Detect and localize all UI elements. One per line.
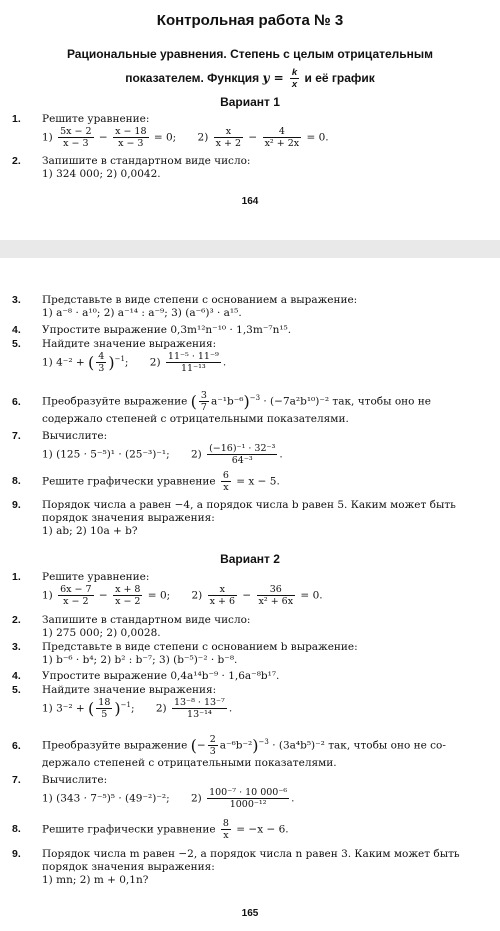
v2-task-5: 5. Найдите значение выражения: 1) 3⁻² + ( $\frac{18}{5}$ )$^{-1}$; 2) $\frac{\text{13⁻⁸ · 13⁻⁷}}{\text{13⁻¹⁴}}$ .: [12, 684, 233, 720]
v2-task-7: 7. Вычислите: 1) (343 · 7⁻⁵)⁵ · (49⁻²)⁻²; 2) $\frac{\text{100⁻⁷ · 10 000⁻⁶}}{\text{1000⁻¹²}}$ .: [12, 774, 295, 810]
v2-task-8: 8. Решите графически уравнение $\frac{8}{x}$ = −x − 6.: [12, 818, 289, 841]
page-separator: [0, 240, 500, 258]
v1-task-3: 3. Представьте в виде степени с основанием a выражение: 1) a⁻⁸ · a¹⁰; 2) a⁻¹⁴ : a⁻⁹; 3) (a⁻⁶)³ · a¹⁵.: [12, 294, 358, 319]
v1-task-4: 4. Упростите выражение 0,3m¹²n⁻¹⁰ · 1,3m⁻⁷n¹⁵.: [12, 324, 292, 336]
v1-task-7: 7. Вычислите: 1) (125 · 5⁻⁵)¹ · (25⁻³)⁻¹; 2) $\frac{\text{(−16)⁻¹ · 32⁻³}}{\text{64⁻³}}$ .: [12, 430, 283, 466]
v1-task-8: 8. Решите графически уравнение $\frac{6}{x}$ = x − 5.: [12, 470, 280, 493]
v1-task-1-equations: 1) $\frac{5x - 2}{x - 3}$ − $\frac{x - 18}{x - 3}$ = 0; 2) $\frac{x}{x + 2}$ − $\frac{4}{\text{x² + 2x}}$ = 0.: [42, 126, 329, 149]
v1-task-2: 2. Запишите в стандартном виде число: 1) 324 000; 2) 0,0042.: [12, 155, 251, 180]
v1-task-5: 5. Найдите значение выражения: 1) 4⁻² + ( $\frac{4}{3}$ )$^{-1}$; 2) $\frac{\text{11⁻⁵ · 11⁻⁹}}{\text{11⁻¹³}}$ .: [12, 338, 227, 374]
page-number: 164: [241, 196, 259, 207]
v1-task-1-text: Решите уравнение:: [42, 113, 150, 125]
test-subtitle: [0, 42, 500, 90]
test-title: Контрольная работа № 3: [156, 12, 344, 29]
page-165: [0, 258, 500, 931]
v1-task-9: 9. Порядок числа a равен −4, а порядок числа b равен 5. Каким может быть порядок значения выражения: 1) ab; 2) 10a + b?: [12, 499, 456, 537]
subtitle-line-1: Рациональные уравнения. Степень с целым отрицательным: [66, 47, 434, 61]
variant-2-heading: Вариант 2: [220, 552, 280, 566]
v2-task-3: 3. Представьте в виде степени с основанием b выражение: 1) b⁻⁶ · b⁴; 2) b² : b⁻⁷; 3) (b⁻⁵)⁻² · b⁻⁸.: [12, 641, 358, 666]
v1-task-6: 6. Преобразуйте выражение ( $\frac{3}{7}$ a⁻¹b⁻⁶)$^{-3}$ · (−7a²b¹⁰)⁻² так, чтобы оно не содержало степеней с отрицательными показателями.: [12, 390, 432, 425]
v1-task-1: 1. Решите уравнение: 1) $\frac{5x - 2}{x - 3}$ − $\frac{x - 18}{x - 3}$ = 0; 2) $\frac{x}{x + 2}$ − $\frac{4}{\text{x² + 2x}}$ = 0.: [12, 113, 488, 149]
v2-task-2: 2. Запишите в стандартном виде число: 1) 275 000; 2) 0,0028.: [12, 614, 251, 639]
page-164: [0, 0, 500, 240]
variant-1-heading: Вариант 1: [220, 95, 280, 109]
v2-task-9: 9. Порядок числа m равен −2, а порядок числа n равен 3. Каким может быть порядок значения выражения: 1) mn; 2) m + 0,1n?: [12, 848, 460, 886]
v2-task-6: 6. Преобразуйте выражение (− $\frac{2}{3}$ a⁻⁶b⁻²)$^{-3}$ · (3a⁴b⁵)⁻² так, чтобы оно не со- держало степеней с отрицательными показателями.: [12, 734, 446, 769]
page-number: 165: [241, 908, 259, 919]
v2-task-4: 4. Упростите выражение 0,4a¹⁴b⁻⁹ · 1,6a⁻⁸b¹⁷.: [12, 670, 280, 682]
v2-task-1: 1. Решите уравнение: 1) $\frac{6x - 7}{x - 2}$ − $\frac{x + 8}{x - 2}$ = 0; 2) $\frac{x}{x + 6}$ − $\frac{36}{\text{x² + 6x}}$ = 0.: [12, 571, 323, 607]
subtitle-line-2: показателем. Функция y = $\frac{k}{x}$ и её график: [125, 67, 375, 91]
